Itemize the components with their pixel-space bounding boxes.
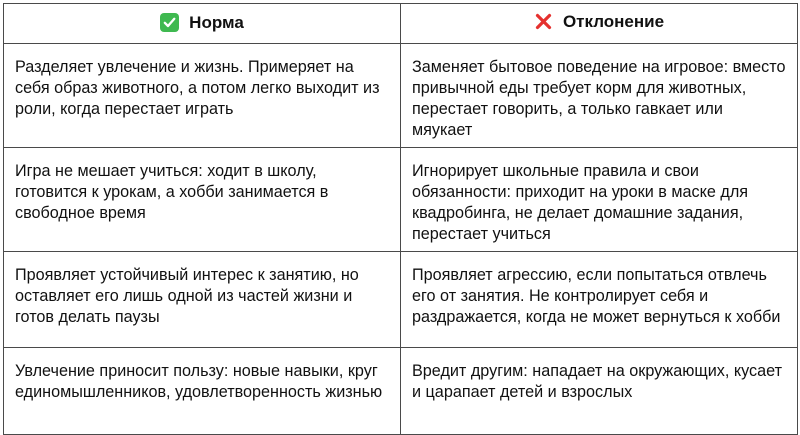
comparison-table xyxy=(3,3,798,435)
cross-icon xyxy=(534,12,553,31)
check-icon xyxy=(160,13,179,32)
norm-cell: Увлечение приносит пользу: новые навыки, круг единомышленников, удовлетворенность жизнью xyxy=(4,348,401,435)
deviation-cell: Вредит другим: нападает на окружающих, кусает и царапает детей и взрослых xyxy=(401,348,798,435)
header-deviation xyxy=(401,4,798,44)
norm-cell: Проявляет устойчивый интерес к занятию, но оставляет его лишь одной из частей жизни и готов делать паузы xyxy=(4,252,401,348)
norm-cell: Игра не мешает учиться: ходит в школу, готовится к урокам, а хобби занимается в свободное время xyxy=(4,148,401,252)
deviation-cell: Заменяет бытовое поведение на игровое: вместо привычной еды требует корм для животных, перестает говорить, а только гавкает или мяукает xyxy=(401,44,798,148)
table-row xyxy=(4,348,798,435)
deviation-cell: Игнорирует школьные правила и свои обязанности: приходит на уроки в маске для квадробинга, не делает домашние задания, перестает учиться xyxy=(401,148,798,252)
table-row xyxy=(4,252,798,348)
norm-cell: Разделяет увлечение и жизнь. Примеряет на себя образ животного, а потом легко выходит из роли, когда перестает играть xyxy=(4,44,401,148)
table-header-row xyxy=(4,4,798,44)
deviation-cell: Проявляет агрессию, если попытаться отвлечь его от занятия. Не контролирует себя и раздражается, когда не может вернуться к хобби xyxy=(401,252,798,348)
header-norm xyxy=(4,4,401,44)
table-row xyxy=(4,44,798,148)
header-deviation-label: Отклонение xyxy=(562,11,665,31)
header-norm-label: Норма xyxy=(189,12,244,32)
table-row xyxy=(4,148,798,252)
